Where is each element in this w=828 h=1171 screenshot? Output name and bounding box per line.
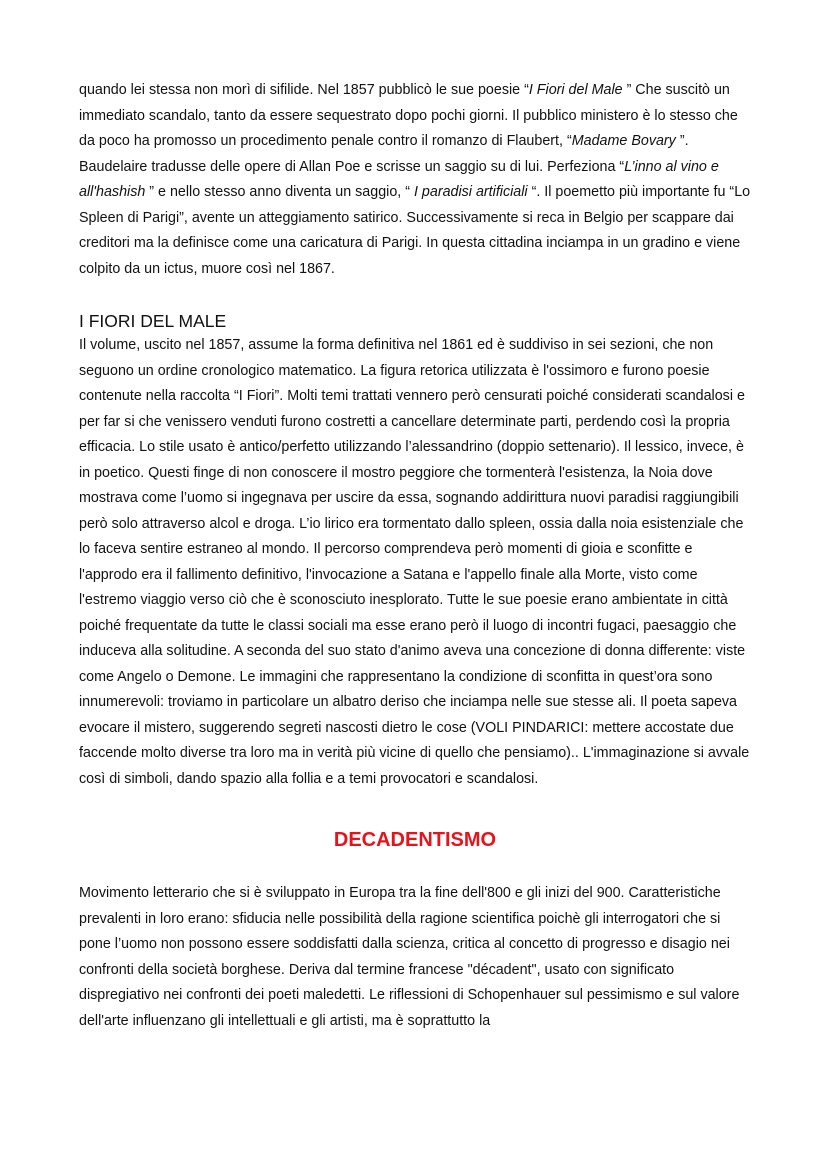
intro-text-3: ”. Baudelaire tradusse delle opere di Allan Poe e scrisse un saggio su di lui. Perfeziona “ xyxy=(79,133,689,175)
section-gap xyxy=(79,792,751,827)
document-page xyxy=(79,78,751,1034)
intro-text-2: ” Che suscitò un immediato scandalo, tanto da essere sequestrato dopo pochi giorni. Il pubblico ministero è lo stesso che da poco ha promosso un procedimento penale contro il romanzo di Flaubert, “ xyxy=(79,82,738,149)
intro-paragraph xyxy=(79,78,751,282)
title-madame-bovary: Madame Bovary xyxy=(571,133,680,149)
title-paradisi-artificiali: I paradisi artificiali xyxy=(413,184,532,200)
title-fiori-del-male: I Fiori del Male xyxy=(528,82,627,98)
title-inno-al-vino: L’inno al vino e all'hashish xyxy=(79,158,719,200)
section-gap xyxy=(79,853,751,881)
section-gap xyxy=(79,282,751,309)
fiori-paragraph: Il volume, uscito nel 1857, assume la forma definitiva nel 1861 ed è suddiviso in sei sezioni, che non seguono un ordine cronologico matematico. La figura retorica utilizzata è l'ossimoro e furono poesie contenute nella raccolta “I Fiori”. Molti temi trattati vennero però censurati poiché considerati scandalosi e per far si che venissero venduti furono costretti a cancellare determinate parti, perdendo così la propria efficacia. Lo stile usato è antico/perfetto utilizzando l’alessandrino (doppio settenario). Il lessico, invece, è in poetico. Questi finge di non conoscere il mostro peggiore che tormenterà l'esistenza, la Noia dove mostrava come l’uomo si ingegnava per uscire da essa, sognando addirittura nuovi paradisi raggiungibili però solo attraverso alcol e droga. L’io lirico era tormentato dallo spleen, ossia dalla noia esistenziale che lo faceva sentire estraneo al mondo. Il percorso comprendeva però momenti di gioia e sconfitte e l'approdo era il fallimento definitivo, l'invocazione a Satana e l'appello finale alla Morte, visto come l'estremo viaggio verso ciò che è sconosciuto inesplorato. Tutte le sue poesie erano ambientate in città poiché frequentate da tutte le classi sociali ma esse erano però il luogo di incontri fugaci, paesaggio che induceva alla solitudine. A seconda del suo stato d'animo aveva una concezione di donna differente: viste come Angelo o Demone. Le immagini che rappresentano la condizione di sconfitta in quest’ora sono innumerevoli: troviamo in particolare un albatro deriso che inciampa nelle sue stesse ali. Il poeta sapeva evocare il mistero, suggerendo segreti nascosti dietro le cose (VOLI PINDARICI: mettere accostate due faccende molto diverse tra loro ma in verità più vicine di quello che pensiamo).. L'immaginazione si avvale così di simboli, dando spazio alla follia e a temi provocatori e scandalosi. xyxy=(79,337,750,787)
section-heading-fiori-del-male: I FIORI DEL MALE xyxy=(79,311,227,331)
section-heading-decadentismo: DECADENTISMO xyxy=(333,829,497,851)
intro-text-5: “. Il poemetto più importante fu “Lo Spleen di Parigi”, avente un atteggiamento satirico. Successivamente si reca in Belgio per scappare dai creditori ma la definisce come una caricatura di Parigi. In questa cittadina inciampa in un gradino e viene colpito da un ictus, muore così nel 1867. xyxy=(79,184,751,277)
intro-text-4: ” e nello stesso anno diventa un saggio, “ xyxy=(149,184,414,200)
decadentismo-paragraph: Movimento letterario che si è sviluppato in Europa tra la fine dell'800 e gli inizi del 900. Caratteristiche prevalenti in loro erano: sfiducia nelle possibilità della ragione scientifica poichè gli interrogatori che si pone l’uomo non possono essere soddisfatti dalla scienza, critica al concetto di progresso e disagio nei confronti della società borghese. Deriva dal termine francese "décadent", usato con significato dispregiativo nei confronti dei poeti maledetti. Le riflessioni di Schopenhauer sul pessimismo e sul valore dell'arte influenzano gli intellettuali e gli artisti, ma è soprattutto la xyxy=(79,885,740,1029)
intro-text-1: quando lei stessa non morì di sifilide. Nel 1857 pubblicò le sue poesie “ xyxy=(79,82,529,98)
